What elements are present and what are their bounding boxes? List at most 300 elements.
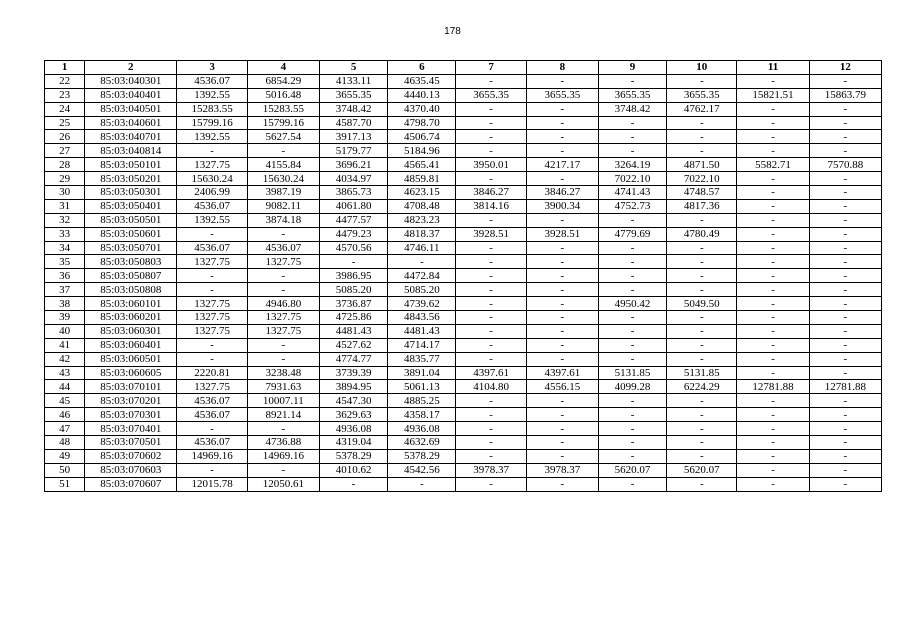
table-row	[45, 297, 882, 311]
table-cell: -	[598, 269, 666, 283]
table-cell: -	[809, 227, 881, 241]
table-cell: 46	[45, 408, 85, 422]
table-cell: -	[526, 297, 598, 311]
table-cell: -	[456, 116, 526, 130]
column-header: 8	[526, 61, 598, 75]
table-cell: 4936.08	[388, 422, 456, 436]
table-cell: 3739.39	[319, 366, 387, 380]
table-cell: -	[737, 408, 809, 422]
table-cell: 85:03:060605	[85, 366, 177, 380]
table-cell: -	[809, 172, 881, 186]
table-cell: 85:03:070501	[85, 436, 177, 450]
table-cell: -	[737, 255, 809, 269]
table-cell: -	[598, 283, 666, 297]
table-cell: 85:03:050808	[85, 283, 177, 297]
table-cell: 4635.45	[388, 74, 456, 88]
table-cell: -	[737, 477, 809, 491]
page-number: 178	[444, 26, 461, 37]
table-row	[45, 88, 882, 102]
table-cell: -	[526, 408, 598, 422]
table-cell: 85:03:050201	[85, 172, 177, 186]
table-cell: 37	[45, 283, 85, 297]
table-cell: 85:03:070301	[85, 408, 177, 422]
table-cell: -	[456, 338, 526, 352]
table-row	[45, 449, 882, 463]
table-cell: 4536.07	[177, 74, 247, 88]
table-cell: 4536.07	[177, 241, 247, 255]
table-cell: -	[737, 449, 809, 463]
table-cell: 47	[45, 422, 85, 436]
table-cell: -	[809, 338, 881, 352]
table-cell: -	[526, 269, 598, 283]
table-cell: 4623.15	[388, 186, 456, 200]
table-cell: -	[809, 241, 881, 255]
table-cell: 40	[45, 324, 85, 338]
table-cell: 3978.37	[526, 463, 598, 477]
table-cell: -	[456, 172, 526, 186]
table-cell: -	[737, 199, 809, 213]
table-cell: -	[667, 324, 737, 338]
table-cell: 5131.85	[598, 366, 666, 380]
table-cell: 4319.04	[319, 436, 387, 450]
table-cell: -	[598, 422, 666, 436]
table-cell: 10007.11	[247, 394, 319, 408]
table-cell: 7022.10	[667, 172, 737, 186]
table-cell: 38	[45, 297, 85, 311]
table-cell: -	[526, 144, 598, 158]
table-cell: 4104.80	[456, 380, 526, 394]
table-cell: 14969.16	[177, 449, 247, 463]
table-cell: 3894.95	[319, 380, 387, 394]
table-cell: -	[809, 297, 881, 311]
table-cell: -	[456, 311, 526, 325]
table-cell: -	[456, 283, 526, 297]
table-cell: -	[737, 283, 809, 297]
table-cell: -	[809, 102, 881, 116]
table-cell: 25	[45, 116, 85, 130]
table-cell: -	[526, 436, 598, 450]
table-cell: 1327.75	[177, 311, 247, 325]
table-cell: -	[809, 186, 881, 200]
table-cell: 23	[45, 88, 85, 102]
table-cell: 4570.56	[319, 241, 387, 255]
table-cell: -	[598, 311, 666, 325]
column-header: 10	[667, 61, 737, 75]
column-header: 2	[85, 61, 177, 75]
table-cell: -	[737, 186, 809, 200]
table-cell: 85:03:070607	[85, 477, 177, 491]
table-cell: 43	[45, 366, 85, 380]
table-cell: -	[247, 227, 319, 241]
table-cell: 22	[45, 74, 85, 88]
table-cell: -	[456, 213, 526, 227]
table-cell: 4397.61	[456, 366, 526, 380]
table-cell: -	[737, 311, 809, 325]
table-cell: 3846.27	[456, 186, 526, 200]
table-cell: 4479.23	[319, 227, 387, 241]
table-cell: 3748.42	[598, 102, 666, 116]
table-cell: -	[526, 130, 598, 144]
table-cell: 4946.80	[247, 297, 319, 311]
table-cell: -	[737, 116, 809, 130]
table-cell: -	[809, 436, 881, 450]
table-cell: -	[667, 74, 737, 88]
table-cell: 5061.13	[388, 380, 456, 394]
table-cell: 85:03:050803	[85, 255, 177, 269]
table-cell: -	[177, 422, 247, 436]
table-row	[45, 408, 882, 422]
table-cell: 4746.11	[388, 241, 456, 255]
table-cell: 15863.79	[809, 88, 881, 102]
table-cell: -	[737, 144, 809, 158]
table-cell: -	[809, 74, 881, 88]
table-cell: -	[737, 130, 809, 144]
table-cell: 3846.27	[526, 186, 598, 200]
table-cell: 31	[45, 199, 85, 213]
table-cell: 15630.24	[177, 172, 247, 186]
table-row	[45, 186, 882, 200]
table-cell: 4481.43	[319, 324, 387, 338]
table-cell: -	[598, 241, 666, 255]
table-cell: -	[737, 394, 809, 408]
table-cell: -	[526, 172, 598, 186]
table-cell: 29	[45, 172, 85, 186]
table-cell: 85:03:060501	[85, 352, 177, 366]
table-cell: 24	[45, 102, 85, 116]
table-cell: 5627.54	[247, 130, 319, 144]
table-cell: -	[456, 130, 526, 144]
table-cell: 85:03:050301	[85, 186, 177, 200]
table-cell: 85:03:040301	[85, 74, 177, 88]
table-cell: 12781.88	[809, 380, 881, 394]
table-cell: -	[809, 394, 881, 408]
table-cell: -	[809, 352, 881, 366]
table-cell: -	[737, 297, 809, 311]
table-cell: -	[667, 241, 737, 255]
table-cell: 4565.41	[388, 158, 456, 172]
table-cell: 6224.29	[667, 380, 737, 394]
table-cell: -	[247, 352, 319, 366]
table-cell: 5016.48	[247, 88, 319, 102]
table-cell: -	[809, 144, 881, 158]
table-cell: 4752.73	[598, 199, 666, 213]
table-cell: 85:03:060301	[85, 324, 177, 338]
table-cell: -	[737, 324, 809, 338]
table-cell: 85:03:040601	[85, 116, 177, 130]
table-cell: -	[598, 130, 666, 144]
table-cell: -	[737, 74, 809, 88]
table-cell: -	[247, 463, 319, 477]
table-cell: -	[177, 463, 247, 477]
table-cell: 3987.19	[247, 186, 319, 200]
table-cell: -	[526, 324, 598, 338]
table-cell: 3950.01	[456, 158, 526, 172]
table-cell: 4536.07	[177, 394, 247, 408]
table-cell: 3655.35	[319, 88, 387, 102]
table-cell: -	[456, 408, 526, 422]
table-cell: -	[737, 436, 809, 450]
table-cell: 5378.29	[388, 449, 456, 463]
table-cell: -	[388, 255, 456, 269]
table-cell: 85:03:070603	[85, 463, 177, 477]
table-cell: -	[456, 144, 526, 158]
table-cell: 4536.07	[177, 436, 247, 450]
table-cell: 85:03:050601	[85, 227, 177, 241]
table-row	[45, 74, 882, 88]
table-cell: 1327.75	[247, 255, 319, 269]
table-cell: -	[526, 394, 598, 408]
table-cell: 4936.08	[319, 422, 387, 436]
table-cell: 3874.18	[247, 213, 319, 227]
table-cell: 85:03:060101	[85, 297, 177, 311]
column-header: 3	[177, 61, 247, 75]
table-cell: 85:03:050101	[85, 158, 177, 172]
table-cell: -	[247, 422, 319, 436]
table-cell: -	[526, 255, 598, 269]
table-cell: 4034.97	[319, 172, 387, 186]
table-cell: -	[526, 283, 598, 297]
header-row	[45, 61, 882, 75]
table-cell: 4708.48	[388, 199, 456, 213]
table-cell: 4859.81	[388, 172, 456, 186]
table-cell: 1327.75	[177, 297, 247, 311]
table-row	[45, 436, 882, 450]
table-cell: 85:03:040401	[85, 88, 177, 102]
table-cell: 3917.13	[319, 130, 387, 144]
table-cell: 33	[45, 227, 85, 241]
table-cell: 85:03:040814	[85, 144, 177, 158]
table-cell: 4061.80	[319, 199, 387, 213]
table-cell: 27	[45, 144, 85, 158]
table-cell: 32	[45, 213, 85, 227]
table-cell: 5085.20	[388, 283, 456, 297]
table-cell: 85:03:060201	[85, 311, 177, 325]
table-cell: -	[737, 102, 809, 116]
table-cell: 85:03:050807	[85, 269, 177, 283]
table-cell: 3264.19	[598, 158, 666, 172]
table-cell: -	[456, 436, 526, 450]
table-cell: -	[598, 394, 666, 408]
table-cell: 3986.95	[319, 269, 387, 283]
table-cell: -	[177, 338, 247, 352]
table-cell: 4358.17	[388, 408, 456, 422]
table-cell: 7570.88	[809, 158, 881, 172]
table-cell: -	[456, 74, 526, 88]
table-cell: 30	[45, 186, 85, 200]
table-cell: -	[177, 269, 247, 283]
table-row	[45, 144, 882, 158]
table-cell: 4440.13	[388, 88, 456, 102]
table-cell: 4536.07	[247, 241, 319, 255]
table-row	[45, 102, 882, 116]
table-cell: -	[526, 116, 598, 130]
table-cell: -	[737, 213, 809, 227]
table-cell: 4835.77	[388, 352, 456, 366]
table-cell: 34	[45, 241, 85, 255]
table-cell: -	[526, 213, 598, 227]
table-cell: -	[598, 449, 666, 463]
table-cell: -	[456, 422, 526, 436]
table-cell: 3928.51	[456, 227, 526, 241]
table-cell: -	[247, 144, 319, 158]
table-cell: -	[247, 269, 319, 283]
table-row	[45, 394, 882, 408]
column-header: 7	[456, 61, 526, 75]
table-cell: 5620.07	[667, 463, 737, 477]
table-cell: 85:03:050501	[85, 213, 177, 227]
table-cell: 4217.17	[526, 158, 598, 172]
table-cell: 4736.88	[247, 436, 319, 450]
table-cell: 15799.16	[247, 116, 319, 130]
table-cell: -	[177, 352, 247, 366]
table-cell: 4133.11	[319, 74, 387, 88]
table-cell: -	[809, 324, 881, 338]
table-cell: 4632.69	[388, 436, 456, 450]
table-cell: 4472.84	[388, 269, 456, 283]
table-cell: 41	[45, 338, 85, 352]
table-cell: -	[737, 269, 809, 283]
table-cell: 85:03:050401	[85, 199, 177, 213]
table-cell: 4748.57	[667, 186, 737, 200]
table-cell: 4950.42	[598, 297, 666, 311]
table-cell: 1392.55	[177, 213, 247, 227]
table-cell: 3655.35	[667, 88, 737, 102]
table-row	[45, 352, 882, 366]
table-cell: 5131.85	[667, 366, 737, 380]
table-row	[45, 130, 882, 144]
table-cell: -	[456, 449, 526, 463]
table-cell: 5179.77	[319, 144, 387, 158]
table-cell: -	[598, 352, 666, 366]
table-cell: 4397.61	[526, 366, 598, 380]
table-cell: 5085.20	[319, 283, 387, 297]
table-cell: -	[456, 477, 526, 491]
table-row	[45, 116, 882, 130]
table-cell: 50	[45, 463, 85, 477]
table-row	[45, 338, 882, 352]
table-row	[45, 380, 882, 394]
table-cell: 4741.43	[598, 186, 666, 200]
table-cell: -	[247, 338, 319, 352]
column-header: 6	[388, 61, 456, 75]
table-cell: -	[526, 338, 598, 352]
table-cell: -	[667, 352, 737, 366]
table-cell: -	[598, 213, 666, 227]
table-cell: 1327.75	[177, 380, 247, 394]
table-cell: 35	[45, 255, 85, 269]
table-cell: 8921.14	[247, 408, 319, 422]
table-cell: -	[667, 255, 737, 269]
table-cell: -	[177, 144, 247, 158]
table-cell: 1392.55	[177, 88, 247, 102]
table-cell: 6854.29	[247, 74, 319, 88]
table-cell: -	[247, 283, 319, 297]
table-cell: 48	[45, 436, 85, 450]
table-cell: -	[667, 130, 737, 144]
table-cell: -	[456, 269, 526, 283]
column-header: 4	[247, 61, 319, 75]
table-cell: -	[388, 477, 456, 491]
table-cell: 3655.35	[598, 88, 666, 102]
table-row	[45, 213, 882, 227]
table-cell: -	[526, 352, 598, 366]
table-row	[45, 199, 882, 213]
table-cell: -	[667, 213, 737, 227]
table-cell: -	[177, 283, 247, 297]
table-cell: -	[526, 241, 598, 255]
table-cell: 4774.77	[319, 352, 387, 366]
table-cell: -	[809, 366, 881, 380]
table-cell: 14969.16	[247, 449, 319, 463]
table-cell: -	[809, 408, 881, 422]
table-cell: 1392.55	[177, 130, 247, 144]
table-cell: -	[598, 477, 666, 491]
table-cell: 1327.75	[177, 324, 247, 338]
table-cell: 3655.35	[526, 88, 598, 102]
table-cell: 4527.62	[319, 338, 387, 352]
table-cell: 3748.42	[319, 102, 387, 116]
table-cell: 1327.75	[177, 158, 247, 172]
table-cell: 26	[45, 130, 85, 144]
table-cell: -	[737, 463, 809, 477]
table-cell: 7931.63	[247, 380, 319, 394]
table-cell: 5582.71	[737, 158, 809, 172]
table-cell: -	[809, 463, 881, 477]
table-row	[45, 422, 882, 436]
table-cell: -	[809, 130, 881, 144]
table-cell: -	[737, 352, 809, 366]
table-cell: -	[319, 477, 387, 491]
table-cell: 49	[45, 449, 85, 463]
table-cell: -	[809, 311, 881, 325]
table-cell: 15283.55	[247, 102, 319, 116]
table-cell: -	[809, 213, 881, 227]
table-cell: -	[809, 422, 881, 436]
table-row	[45, 172, 882, 186]
table-row	[45, 158, 882, 172]
table-cell: 4370.40	[388, 102, 456, 116]
table-cell: 4587.70	[319, 116, 387, 130]
table-cell: 4725.86	[319, 311, 387, 325]
table-cell: 28	[45, 158, 85, 172]
table-cell: -	[737, 227, 809, 241]
column-header: 11	[737, 61, 809, 75]
table-cell: -	[319, 255, 387, 269]
table-cell: -	[809, 269, 881, 283]
table-cell: 45	[45, 394, 85, 408]
table-row	[45, 324, 882, 338]
table-cell: -	[737, 422, 809, 436]
table-cell: 3736.87	[319, 297, 387, 311]
table-cell: -	[526, 102, 598, 116]
table-cell: -	[667, 408, 737, 422]
table-cell: -	[737, 366, 809, 380]
table-cell: -	[598, 436, 666, 450]
table-cell: 15630.24	[247, 172, 319, 186]
table-cell: 4780.49	[667, 227, 737, 241]
table-cell: 4536.07	[177, 408, 247, 422]
table-cell: -	[526, 311, 598, 325]
data-table	[44, 60, 882, 492]
table-cell: 85:03:060401	[85, 338, 177, 352]
table-cell: -	[456, 394, 526, 408]
table-cell: -	[456, 297, 526, 311]
table-row	[45, 241, 882, 255]
table-cell: 85:03:050701	[85, 241, 177, 255]
table-cell: 5620.07	[598, 463, 666, 477]
table-row	[45, 227, 882, 241]
table-cell: 9082.11	[247, 199, 319, 213]
